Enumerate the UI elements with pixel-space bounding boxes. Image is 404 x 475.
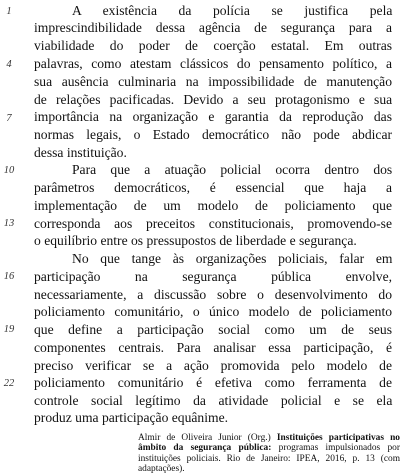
text-line: importância na organização e garantia da reprodução das: [34, 109, 392, 124]
line-number: 1: [6, 6, 12, 17]
line-number: 4: [6, 59, 12, 70]
text-line: Para que a atuação policial ocorra dentro dos: [72, 162, 393, 177]
line-number: 22: [3, 378, 15, 389]
text-line: corresponda aos preceitos constitucionais, promovendo-se: [34, 216, 392, 231]
text-line: policiamento comunitário é efetiva como ferramenta de: [34, 375, 392, 390]
text-line: sua ausência culminaria na impossibilidade de manutenção: [34, 74, 392, 89]
text-line: No que tange às organizações policiais, falar em: [72, 251, 393, 266]
text-line: viabilidade do poder de coerção estatal. Em outras: [34, 38, 393, 53]
text-line: o equilíbrio entre os pressupostos de liberdade e segurança.: [34, 233, 357, 248]
line-number: 13: [3, 218, 15, 229]
text-line: de relações pacificadas. Devido a seu protagonismo e sua: [34, 92, 393, 107]
line-number: 10: [3, 165, 15, 176]
line-number: 16: [3, 271, 15, 282]
text-line: palavras, como atestam clássicos do pensamento político, a: [34, 56, 393, 71]
text-line: dessa instituição.: [34, 145, 127, 160]
text-line: imprescindibilidade dessa agência de segurança para a: [34, 20, 392, 35]
citation-details: programas impulsionados por instituições policiais. Rio de Janeiro: IPEA, 2016, p. 13 (com adaptações).: [138, 443, 400, 475]
text-line: componentes centrais. Para analisar essa participação, é: [34, 340, 392, 355]
text-line: necessariamente, a discussão sobre o desenvolvimento do: [34, 287, 392, 302]
text-line: preciso verificar se a ação promovida pelo modelo de: [34, 358, 392, 373]
text-line: parâmetros democráticos, é essencial que haja a: [34, 180, 393, 195]
citation-author: Almir de Oliveira Junior (Org.): [138, 433, 271, 443]
line-number: 7: [6, 113, 12, 124]
text-line: participação na segurança pública envolve,: [34, 269, 392, 284]
line-number: 19: [3, 324, 15, 335]
text-line: implementação de um modelo de policiamento que: [34, 198, 392, 213]
citation-title: Instituições participativas no âmbito da segurança pública:: [138, 433, 400, 454]
text-line: normas legais, o Estado democrático não pode abdicar: [34, 127, 392, 142]
text-line: policiamento comunitário, o único modelo de policiamento: [34, 304, 393, 319]
citation: [138, 433, 400, 475]
text-line: produz uma participação equânime.: [34, 410, 229, 425]
text-line: controle social legítimo da atividade policial e se ela: [34, 393, 393, 408]
text-line: que define a participação social como um de seus: [34, 322, 392, 337]
text-line: A existência da polícia se justifica pela: [72, 3, 393, 18]
